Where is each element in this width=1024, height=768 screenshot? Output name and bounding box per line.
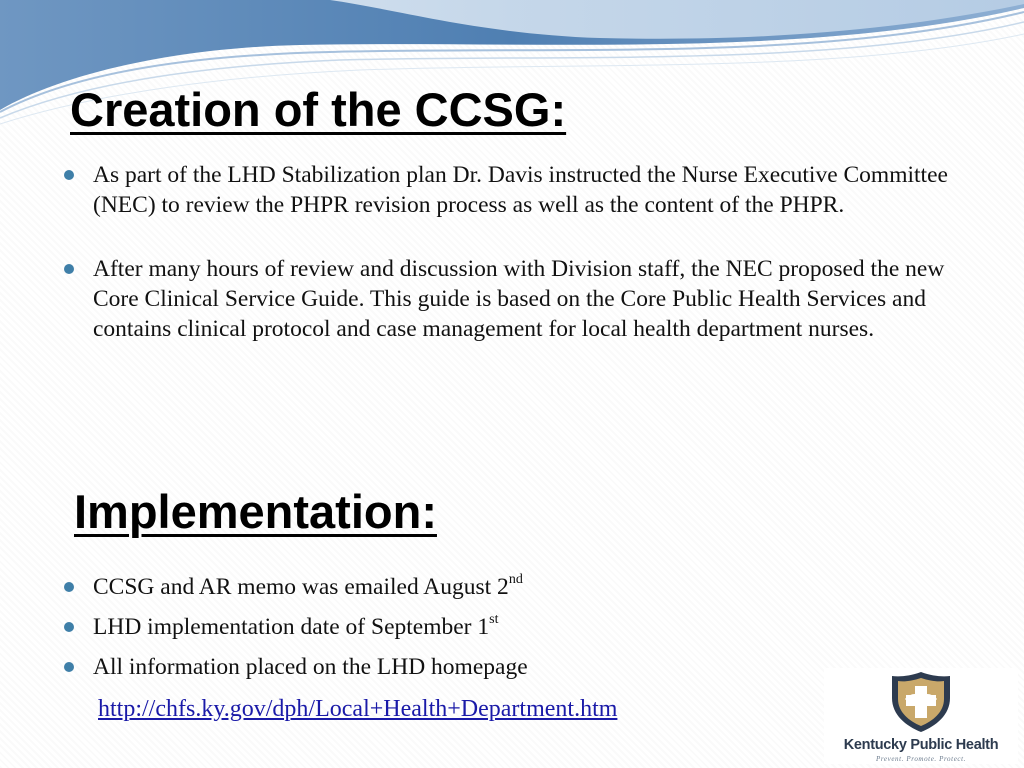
bullet-icon — [64, 264, 74, 274]
bullet-text: After many hours of review and discussion with Division staff, the NEC proposed the new Core Clinical Service Guide. This guide is based on the Core Public Health Services and contains clinical protocol and case management for local health department nurses. — [93, 256, 945, 342]
bullet-icon — [64, 582, 74, 592]
shield-cross-icon — [888, 670, 954, 734]
ordinal-suffix: nd — [508, 572, 523, 588]
bullet-text: All information placed on the LHD homepage — [93, 654, 528, 680]
bullet-icon — [64, 170, 74, 180]
kentucky-public-health-logo — [824, 668, 1018, 764]
bullet-icon — [64, 622, 74, 632]
bullet-text: As part of the LHD Stabilization plan Dr. Davis instructed the Nurse Executive Committee (NEC) to review the PHPR revision process as well as the content of the PHPR. — [93, 162, 948, 218]
list-item — [64, 160, 994, 220]
section-title-implementation: Implementation: — [74, 485, 437, 538]
ordinal-suffix: st — [489, 612, 499, 628]
logo-name: Kentucky Public Health — [843, 737, 999, 753]
bullet-icon — [64, 662, 74, 672]
section-title-creation: Creation of the CCSG: — [70, 83, 567, 136]
list-item — [64, 612, 994, 642]
lhd-homepage-link[interactable]: http://chfs.ky.gov/dph/Local+Health+Department.htm — [98, 696, 618, 722]
list-item — [64, 254, 994, 344]
list-item — [64, 572, 994, 602]
creation-bullet-list — [64, 160, 994, 344]
bullet-text: LHD implementation date of September 1 — [93, 614, 490, 640]
logo-tagline: Prevent. Promote. Protect. — [875, 755, 967, 763]
bullet-text: CCSG and AR memo was emailed August 2 — [93, 574, 509, 600]
